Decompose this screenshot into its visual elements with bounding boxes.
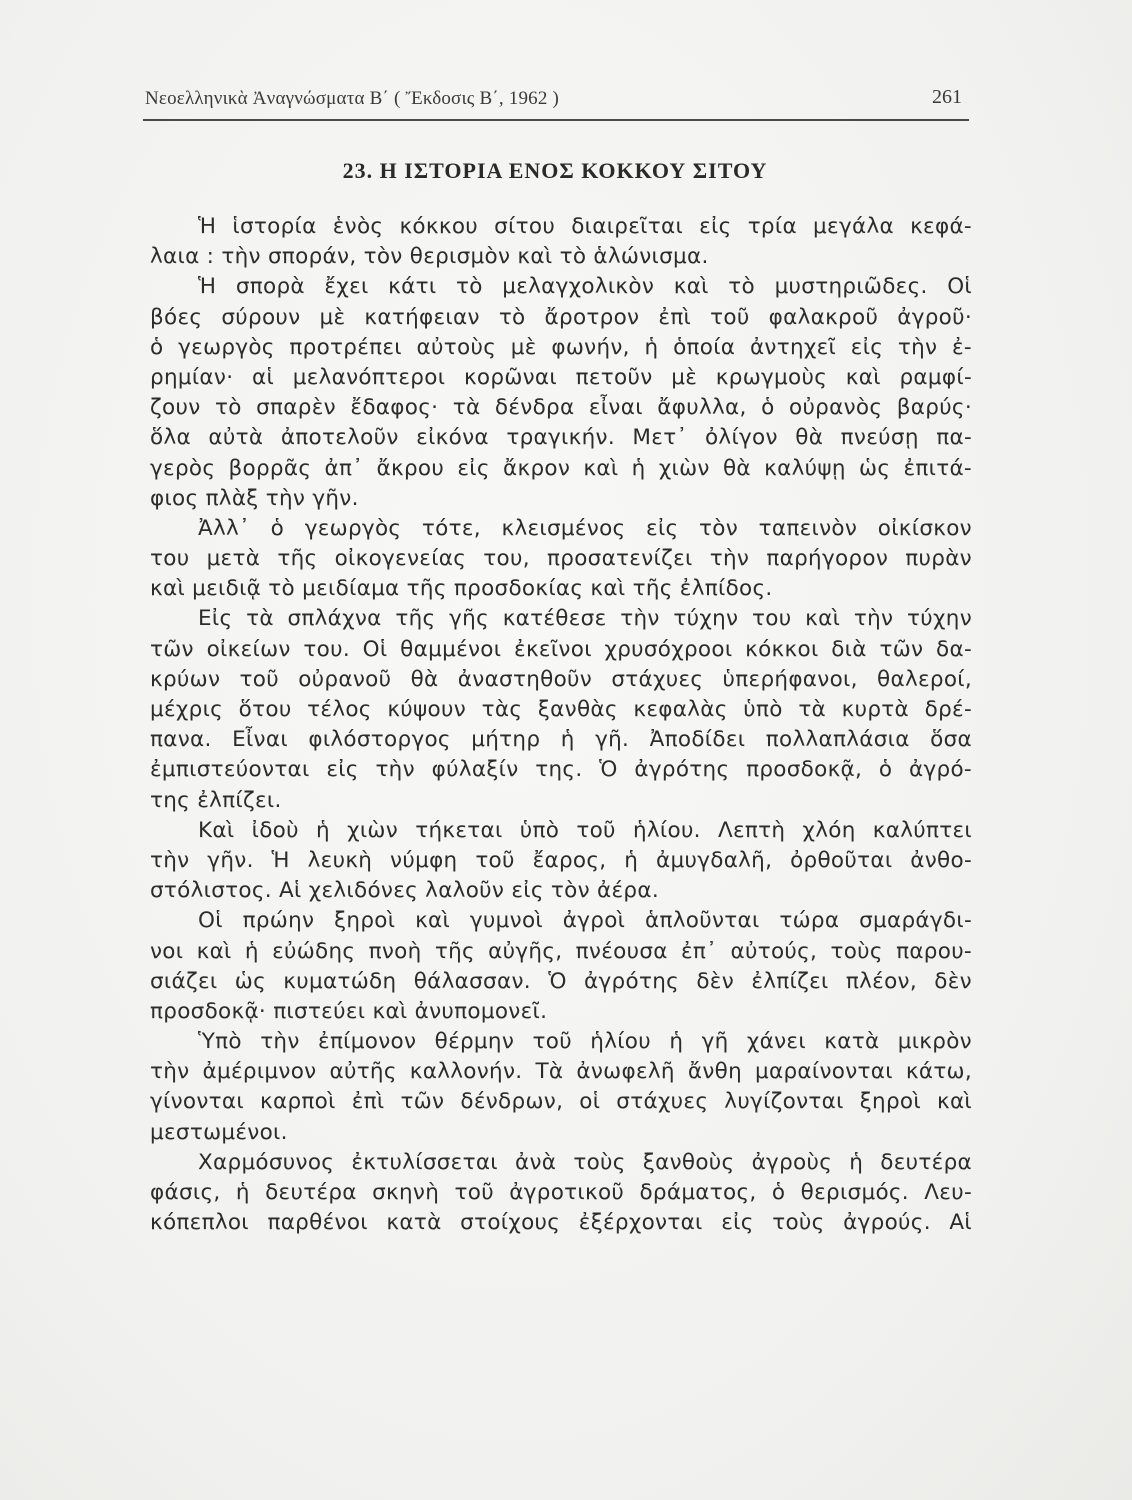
text-line: Οἱ πρώην ξηροὶ καὶ γυμνοὶ ἀγροὶ ἁπλοῦνται τώρα σμαράγδι- bbox=[198, 908, 972, 934]
text-line: Ὑπὸ τὴν ἐπίμονον θέρμην τοῦ ἡλίου ἡ γῆ χάνει κατὰ μικρὸν bbox=[198, 1029, 972, 1055]
text-line: Εἰς τὰ σπλάχνα τῆς γῆς κατέθεσε τὴν τύχην του καὶ τὴν τύχην bbox=[198, 606, 972, 632]
text-line: Ἡ σπορὰ ἔχει κάτι τὸ μελαγχολικὸν καὶ τὸ μυστηριῶδες. Οἱ bbox=[198, 274, 972, 300]
text-line: Ἀλλ᾽ ὁ γεωργὸς τότε, κλεισμένος εἰς τὸν ταπεινὸν οἰκίσκον bbox=[198, 515, 972, 541]
text-line: φάσις, ἡ δευτέρα σκηνὴ τοῦ ἀγροτικοῦ δράματος, ὁ θερισμός. Λευ- bbox=[150, 1180, 972, 1205]
text-line: Ἡ ἱστορία ἑνὸς κόκκου σίτου διαιρεῖται εἰς τρία μεγάλα κεφά- bbox=[198, 214, 972, 239]
text-line: τῶν οἰκείων του. Οἱ θαμμένοι ἐκεῖνοι χρυσόχροοι κόκκοι διὰ τῶν δα- bbox=[150, 636, 972, 662]
text-line: στόλιστος. Αἱ χελιδόνες λαλοῦν εἰς τὸν ἀέρα. bbox=[150, 878, 659, 904]
text-line: ὁ γεωργὸς προτρέπει αὐτοὺς μὲ φωνήν, ἡ ὁποία ἀντηχεῖ εἰς τὴν ἐ- bbox=[150, 334, 972, 360]
text-line: προσδοκᾷ· πιστεύει καὶ ἀνυπομονεῖ. bbox=[150, 998, 548, 1024]
text-line: σιάζει ὡς κυματώδη θάλασσαν. Ὁ ἀγρότης δὲν ἐλπίζει πλέον, δὲν bbox=[150, 968, 972, 994]
text-line: του μετὰ τῆς οἰκογενείας του, προσατενίζει τὴν παρήγορον πυρὰν bbox=[150, 546, 972, 572]
text-line: βόες σύρουν μὲ κατήφειαν τὸ ἄροτρον ἐπὶ τοῦ φαλακροῦ ἀγροῦ· bbox=[150, 304, 972, 330]
text-line: ρημίαν· αἱ μελανόπτεροι κορῶναι πετοῦν μὲ κρωγμοὺς καὶ ραμφί- bbox=[150, 364, 972, 390]
text-line: μεστωμένοι. bbox=[150, 1119, 288, 1145]
text-line: τὴν γῆν. Ἡ λευκὴ νύμφη τοῦ ἔαρος, ἡ ἀμυγδαλῆ, ὀρθοῦται ἀνθο- bbox=[150, 847, 972, 873]
text-line: φιος πλὰξ τὴν γῆν. bbox=[150, 485, 359, 511]
text-line: Καὶ ἰδοὺ ἡ χιὼν τήκεται ὑπὸ τοῦ ἡλίου. Λεπτὴ χλόη καλύπτει bbox=[198, 817, 972, 843]
text-line: λαια : τὴν σποράν, τὸν θερισμὸν καὶ τὸ ἁλώνισμα. bbox=[150, 244, 709, 270]
text-line: ἐμπιστεύονται εἰς τὴν φύλαξίν της. Ὁ ἀγρότης προσδοκᾷ, ὁ ἀγρό- bbox=[150, 757, 972, 783]
text-line: της ἐλπίζει. bbox=[150, 787, 282, 813]
text-line: Χαρμόσυνος ἐκτυλίσσεται ἀνὰ τοὺς ξανθοὺς ἀγροὺς ἡ δευτέρα bbox=[198, 1149, 972, 1175]
text-line: γίνονται καρποὶ ἐπὶ τῶν δένδρων, οἱ στάχυες λυγίζονται ξηροὶ καὶ bbox=[150, 1089, 972, 1115]
text-line: κρύων τοῦ οὐρανοῦ θὰ ἀναστηθοῦν στάχυες ὑπερήφανοι, θαλεροί, bbox=[150, 666, 972, 692]
text-line: πανα. Εἶναι φιλόστοργος μήτηρ ἡ γῆ. Ἀποδίδει πολλαπλάσια ὅσα bbox=[150, 727, 972, 753]
page-number: 261 bbox=[932, 86, 962, 108]
text-line: ζουν τὸ σπαρὲν ἔδαφος· τὰ δένδρα εἶναι ἄφυλλα, ὁ οὐρανὸς βαρύς· bbox=[150, 395, 972, 421]
text-line: καὶ μειδιᾷ τὸ μειδίαμα τῆς προσδοκίας καὶ τῆς ἐλπίδος. bbox=[150, 576, 773, 602]
text-line: μέχρις ὅτου τέλος κύψουν τὰς ξανθὰς κεφαλὰς ὑπὸ τὰ κυρτὰ δρέ- bbox=[150, 697, 972, 722]
article-body bbox=[150, 212, 972, 1238]
header-rule bbox=[143, 119, 969, 121]
running-header bbox=[145, 88, 965, 114]
running-title: Νεοελληνικὰ Ἀναγνώσματα Β΄ ( Ἔκδοσις Β΄, 1962 ) bbox=[145, 88, 560, 109]
text-line: κόπεπλοι παρθένοι κατὰ στοίχους ἐξέρχονται εἰς τοὺς ἀγρούς. Αἱ bbox=[150, 1210, 972, 1236]
text-line: γερὸς βορρᾶς ἀπ᾽ ἄκρου εἰς ἄκρον καὶ ἡ χιὼν θὰ καλύψῃ ὡς ἐπιτά- bbox=[150, 455, 972, 481]
article-title: 23. Η ΙΣΤΟΡΙΑ ΕΝΟΣ ΚΟΚΚΟΥ ΣΙΤΟΥ bbox=[342, 158, 768, 183]
text-line: νοι καὶ ἡ εὐώδης πνοὴ τῆς αὐγῆς, πνέουσα ἐπ᾽ αὐτούς, τοὺς παρου- bbox=[150, 938, 972, 964]
text-line: ὅλα αὐτὰ ἀποτελοῦν εἰκόνα τραγικήν. Μετ᾽ ὀλίγον θὰ πνεύσῃ πα- bbox=[150, 425, 972, 451]
text-line: τὴν ἀμέριμνον αὐτῆς καλλονήν. Τὰ ἀνωφελῆ ἄνθη μαραίνονται κάτω, bbox=[150, 1059, 972, 1085]
